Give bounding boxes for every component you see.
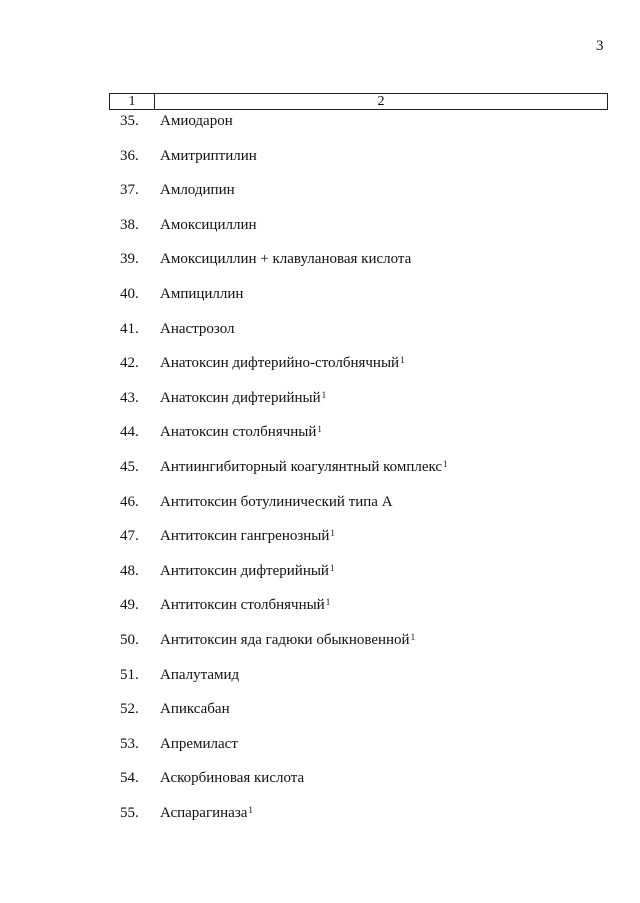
item-name <box>160 249 411 269</box>
item-name <box>160 526 335 546</box>
item-name <box>160 388 326 408</box>
item-number: 35. <box>120 113 139 129</box>
item-number: 39. <box>120 251 139 268</box>
item-name <box>160 492 393 512</box>
footnote-mark: 1 <box>317 424 322 435</box>
footnote-mark: 1 <box>321 389 327 400</box>
item-number: 54. <box>120 770 139 787</box>
item-name <box>160 457 448 477</box>
item-name <box>160 665 239 685</box>
item-name-text: Амлодипин <box>160 182 235 199</box>
item-name-text: Анастрозол <box>160 320 235 337</box>
item-name <box>160 630 415 650</box>
item-number: 38. <box>120 216 139 233</box>
footnote-mark: 1 <box>325 597 331 608</box>
item-name-text: Амиодарон <box>160 113 233 129</box>
item-name-text: Аспарагиназа <box>160 805 248 821</box>
item-name-text: Антитоксин ботулинический типа А <box>160 493 393 510</box>
item-name-text: Антитоксин гангренозный <box>160 528 330 545</box>
item-number: 55. <box>120 805 139 821</box>
table-header-col-number: 1 <box>110 94 155 109</box>
item-name-text: Антитоксин яда гадюки обыкновенной <box>160 632 410 648</box>
footnote-mark: 1 <box>400 355 405 366</box>
item-number: 41. <box>120 320 139 337</box>
item-name <box>160 353 405 373</box>
item-number: 36. <box>120 147 139 164</box>
footnote-mark: 1 <box>443 459 448 469</box>
item-number: 50. <box>120 632 139 648</box>
item-name <box>160 180 235 200</box>
item-number: 48. <box>120 562 139 579</box>
item-name <box>160 284 243 304</box>
item-name-text: Апиксабан <box>160 701 230 718</box>
item-name-text: Аскорбиновая кислота <box>160 770 305 787</box>
footnote-mark: 1 <box>410 632 416 642</box>
footnote-mark: 1 <box>329 562 335 573</box>
item-name <box>160 422 322 442</box>
item-name <box>160 595 330 615</box>
item-name-text: Амитриптилин <box>160 147 257 164</box>
item-name <box>160 734 238 754</box>
item-number: 42. <box>120 355 139 372</box>
item-name <box>160 699 230 719</box>
item-name-text: Апалутамид <box>160 666 240 683</box>
item-number: 44. <box>120 424 139 441</box>
footnote-mark: 1 <box>330 528 335 539</box>
item-number: 53. <box>120 735 139 752</box>
item-name <box>160 768 304 788</box>
item-name-text: Анатоксин дифтерийно-столбнячный <box>160 355 400 372</box>
item-name-text: Антитоксин столбнячный <box>160 597 325 614</box>
item-number: 45. <box>120 459 139 475</box>
item-name <box>160 803 253 823</box>
item-number: 46. <box>120 493 139 510</box>
item-number: 47. <box>120 528 139 545</box>
item-name <box>160 111 233 131</box>
item-name-text: Антитоксин дифтерийный <box>160 562 329 579</box>
item-name-text: Анатоксин дифтерийный <box>160 389 321 406</box>
item-name-text: Амоксициллин <box>160 216 257 233</box>
item-name-text: Апремиласт <box>160 735 238 752</box>
item-name <box>160 215 257 235</box>
page-number: 3 <box>596 38 604 54</box>
footnote-mark: 1 <box>248 805 253 815</box>
item-number: 49. <box>120 597 139 614</box>
item-name-text: Антиингибиторный коагулянтный комплекс <box>160 459 443 475</box>
item-name <box>160 561 334 581</box>
item-name <box>160 319 235 339</box>
item-name-text: Амоксициллин + клавулановая кислота <box>160 251 412 268</box>
item-number: 51. <box>120 666 139 683</box>
table-header-col-name: 2 <box>377 94 385 109</box>
item-number: 43. <box>120 389 139 406</box>
item-name-text: Анатоксин столбнячный <box>160 424 317 441</box>
item-number: 52. <box>120 701 139 718</box>
item-number: 40. <box>120 286 139 302</box>
item-number: 37. <box>120 182 139 199</box>
item-name-text: Ампициллин <box>160 286 244 302</box>
item-name <box>160 146 257 166</box>
